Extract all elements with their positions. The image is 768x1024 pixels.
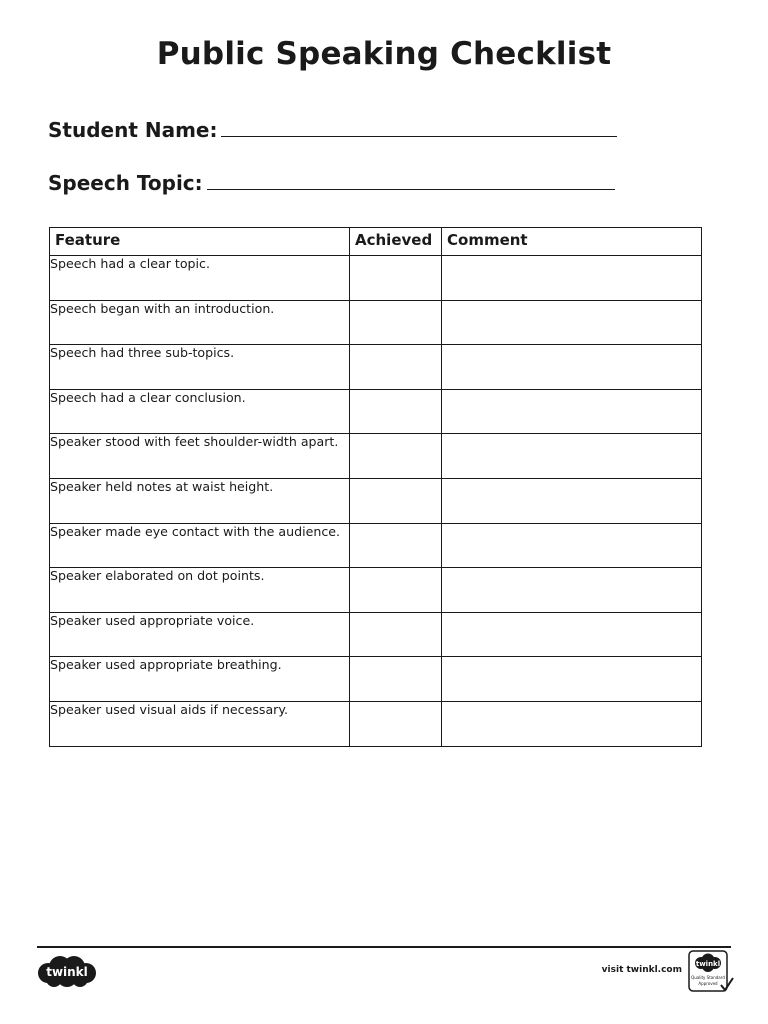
student-name-line[interactable] bbox=[221, 136, 617, 137]
table-row bbox=[50, 389, 702, 434]
table-row bbox=[50, 568, 702, 613]
achieved-cell[interactable] bbox=[350, 568, 442, 613]
header-feature: Feature bbox=[50, 228, 350, 256]
badge-brand: twinkl bbox=[695, 960, 721, 968]
table-row bbox=[50, 256, 702, 301]
feature-cell: Speaker used appropriate voice. bbox=[50, 612, 350, 657]
feature-cell: Speaker elaborated on dot points. bbox=[50, 568, 350, 613]
achieved-cell[interactable] bbox=[350, 434, 442, 479]
comment-cell[interactable] bbox=[442, 345, 702, 390]
table-row bbox=[50, 300, 702, 345]
achieved-cell[interactable] bbox=[350, 389, 442, 434]
table-row bbox=[50, 523, 702, 568]
table-row bbox=[50, 657, 702, 702]
achieved-cell[interactable] bbox=[350, 256, 442, 301]
quality-standard-badge bbox=[688, 950, 734, 994]
page-title: Public Speaking Checklist bbox=[156, 36, 612, 72]
feature-cell: Speech began with an introduction. bbox=[50, 300, 350, 345]
comment-cell[interactable] bbox=[442, 568, 702, 613]
feature-cell: Speaker held notes at waist height. bbox=[50, 478, 350, 523]
table-row bbox=[50, 478, 702, 523]
header-comment: Comment bbox=[442, 228, 702, 256]
comment-cell[interactable] bbox=[442, 701, 702, 746]
feature-cell: Speech had three sub-topics. bbox=[50, 345, 350, 390]
student-name-label: Student Name: bbox=[48, 118, 218, 142]
comment-cell[interactable] bbox=[442, 523, 702, 568]
feature-cell: Speaker stood with feet shoulder-width apart. bbox=[50, 434, 350, 479]
comment-cell[interactable] bbox=[442, 389, 702, 434]
table-row bbox=[50, 612, 702, 657]
achieved-cell[interactable] bbox=[350, 345, 442, 390]
speech-topic-line[interactable] bbox=[207, 189, 615, 190]
comment-cell[interactable] bbox=[442, 300, 702, 345]
visit-twinkl-link[interactable]: visit twinkl.com bbox=[601, 965, 682, 975]
badge-line1: Quality Standard bbox=[691, 975, 725, 980]
badge-line2: Approved bbox=[698, 981, 718, 986]
achieved-cell[interactable] bbox=[350, 300, 442, 345]
feature-cell: Speaker used visual aids if necessary. bbox=[50, 701, 350, 746]
table-row bbox=[50, 701, 702, 746]
comment-cell[interactable] bbox=[442, 434, 702, 479]
feature-cell: Speaker used appropriate breathing. bbox=[50, 657, 350, 702]
header-achieved: Achieved bbox=[350, 228, 442, 256]
table-header-row bbox=[50, 228, 702, 256]
achieved-cell[interactable] bbox=[350, 701, 442, 746]
comment-cell[interactable] bbox=[442, 256, 702, 301]
achieved-cell[interactable] bbox=[350, 478, 442, 523]
speech-topic-label: Speech Topic: bbox=[48, 171, 203, 195]
feature-cell: Speech had a clear conclusion. bbox=[50, 389, 350, 434]
table-row bbox=[50, 434, 702, 479]
student-name-field bbox=[48, 118, 617, 142]
comment-cell[interactable] bbox=[442, 657, 702, 702]
feature-cell: Speaker made eye contact with the audience. bbox=[50, 523, 350, 568]
achieved-cell[interactable] bbox=[350, 657, 442, 702]
achieved-cell[interactable] bbox=[350, 612, 442, 657]
comment-cell[interactable] bbox=[442, 612, 702, 657]
footer-divider bbox=[37, 946, 731, 948]
achieved-cell[interactable] bbox=[350, 523, 442, 568]
table-row bbox=[50, 345, 702, 390]
logo-text: twinkl bbox=[46, 965, 88, 979]
twinkl-logo[interactable] bbox=[36, 953, 98, 989]
comment-cell[interactable] bbox=[442, 478, 702, 523]
checklist-table bbox=[49, 227, 702, 747]
speech-topic-field bbox=[48, 171, 615, 195]
feature-cell: Speech had a clear topic. bbox=[50, 256, 350, 301]
